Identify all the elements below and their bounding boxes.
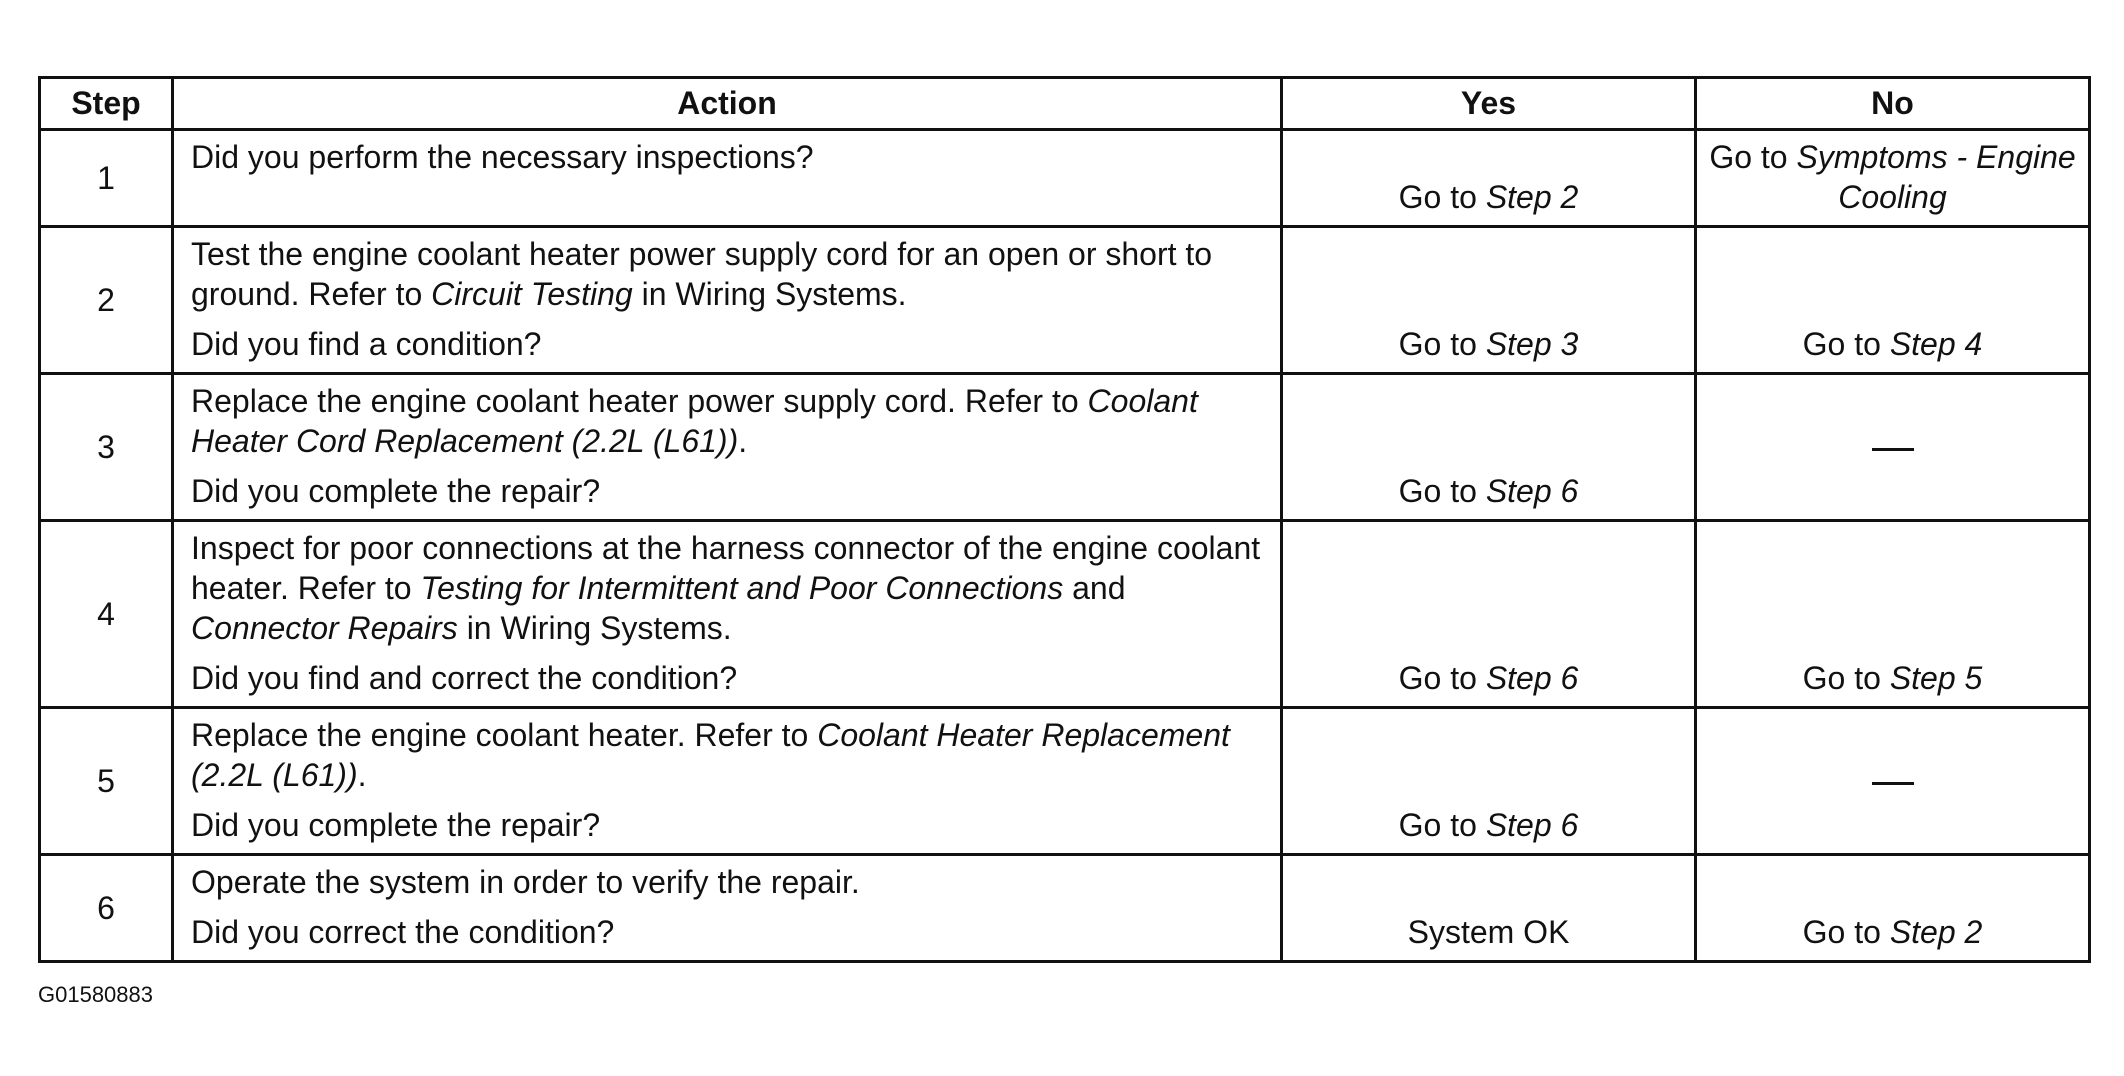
goto-prefix: Go to	[1398, 473, 1486, 509]
instruction-text: Inspect for poor connections at the harness connector of the engine coolant heater. Refer to	[191, 530, 1261, 606]
step-number: 1	[40, 130, 173, 227]
goto-reference: Step 2	[1889, 914, 1983, 950]
action-instruction	[191, 528, 1264, 648]
table-row	[40, 855, 2090, 962]
yes-outcome	[1282, 708, 1696, 855]
step-number: 2	[40, 227, 173, 374]
action-cell	[173, 130, 1282, 227]
action-question: Did you complete the repair?	[191, 473, 601, 509]
action-question: Did you find and correct the condition?	[191, 660, 738, 696]
header-no: No	[1696, 78, 2090, 130]
instruction-text: in Wiring Systems.	[632, 276, 907, 312]
no-outcome	[1696, 374, 2090, 521]
yes-outcome	[1282, 521, 1696, 708]
goto-prefix: Go to	[1802, 326, 1890, 362]
goto-reference: Step 6	[1485, 473, 1579, 509]
table-row	[40, 130, 2090, 227]
goto-reference: Step 6	[1485, 660, 1579, 696]
action-cell	[173, 521, 1282, 708]
step-number: 5	[40, 708, 173, 855]
goto-prefix: Go to	[1398, 326, 1486, 362]
header-row	[40, 78, 2090, 130]
figure-id: G01580883	[38, 982, 153, 1007]
instruction-text: in Wiring Systems.	[457, 610, 732, 646]
reference-title: Coolant Heater Cord Replacement (2.2L (L61))	[191, 383, 1198, 459]
action-question: Did you perform the necessary inspections?	[191, 139, 814, 175]
table-body	[40, 130, 2090, 962]
instruction-text: Test the engine coolant heater power supply cord for an open or short to ground. Refer to	[191, 236, 1213, 312]
no-outcome	[1696, 227, 2090, 374]
yes-outcome	[1282, 227, 1696, 374]
goto-reference: Step 4	[1889, 326, 1983, 362]
no-outcome	[1696, 708, 2090, 855]
action-instruction	[191, 715, 1264, 795]
step-number: 6	[40, 855, 173, 962]
no-outcome	[1696, 130, 2090, 227]
table-row	[40, 227, 2090, 374]
action-instruction	[191, 234, 1264, 314]
table-row	[40, 521, 2090, 708]
table-row	[40, 708, 2090, 855]
action-cell	[173, 708, 1282, 855]
instruction-text: Replace the engine coolant heater. Refer to	[191, 717, 818, 753]
yes-outcome	[1282, 855, 1696, 962]
goto-prefix: Go to	[1802, 914, 1890, 950]
goto-reference: Step 6	[1485, 807, 1579, 843]
diagnostic-table-container	[38, 76, 2088, 963]
header-yes: Yes	[1282, 78, 1696, 130]
goto-reference: Step 5	[1889, 660, 1983, 696]
goto-prefix: Go to	[1398, 179, 1486, 215]
action-instruction	[191, 862, 1264, 902]
header-step: Step	[40, 78, 173, 130]
instruction-text: .	[357, 757, 367, 793]
goto-reference: Step 2	[1485, 179, 1579, 215]
yes-outcome	[1282, 130, 1696, 227]
step-number: 4	[40, 521, 173, 708]
action-instruction	[191, 381, 1264, 461]
action-question: Did you complete the repair?	[191, 807, 601, 843]
outcome-text: System OK	[1407, 914, 1570, 950]
no-outcome	[1696, 521, 2090, 708]
yes-outcome	[1282, 374, 1696, 521]
reference-title: Connector Repairs	[191, 610, 458, 646]
reference-title: Testing for Intermittent and Poor Connections	[420, 570, 1064, 606]
reference-title: Circuit Testing	[431, 276, 633, 312]
instruction-text: .	[738, 423, 748, 459]
no-outcome	[1696, 855, 2090, 962]
not-applicable-dash	[1872, 782, 1914, 785]
not-applicable-dash	[1872, 448, 1914, 451]
diagnostic-table	[38, 76, 2091, 963]
action-question: Did you correct the condition?	[191, 914, 615, 950]
action-cell	[173, 227, 1282, 374]
goto-prefix: Go to	[1398, 660, 1486, 696]
goto-prefix: Go to	[1398, 807, 1486, 843]
instruction-text: Operate the system in order to verify the repair.	[191, 864, 860, 900]
action-question: Did you find a condition?	[191, 326, 542, 362]
goto-prefix: Go to	[1709, 139, 1797, 175]
goto-reference: Symptoms - Engine Cooling	[1796, 139, 2076, 215]
instruction-text: Replace the engine coolant heater power supply cord. Refer to	[191, 383, 1088, 419]
instruction-text: and	[1063, 570, 1126, 606]
step-number: 3	[40, 374, 173, 521]
action-cell	[173, 855, 1282, 962]
table-row	[40, 374, 2090, 521]
goto-reference: Step 3	[1485, 326, 1579, 362]
header-action: Action	[173, 78, 1282, 130]
action-cell	[173, 374, 1282, 521]
goto-prefix: Go to	[1802, 660, 1890, 696]
reference-title: Coolant Heater Replacement (2.2L (L61))	[191, 717, 1230, 793]
